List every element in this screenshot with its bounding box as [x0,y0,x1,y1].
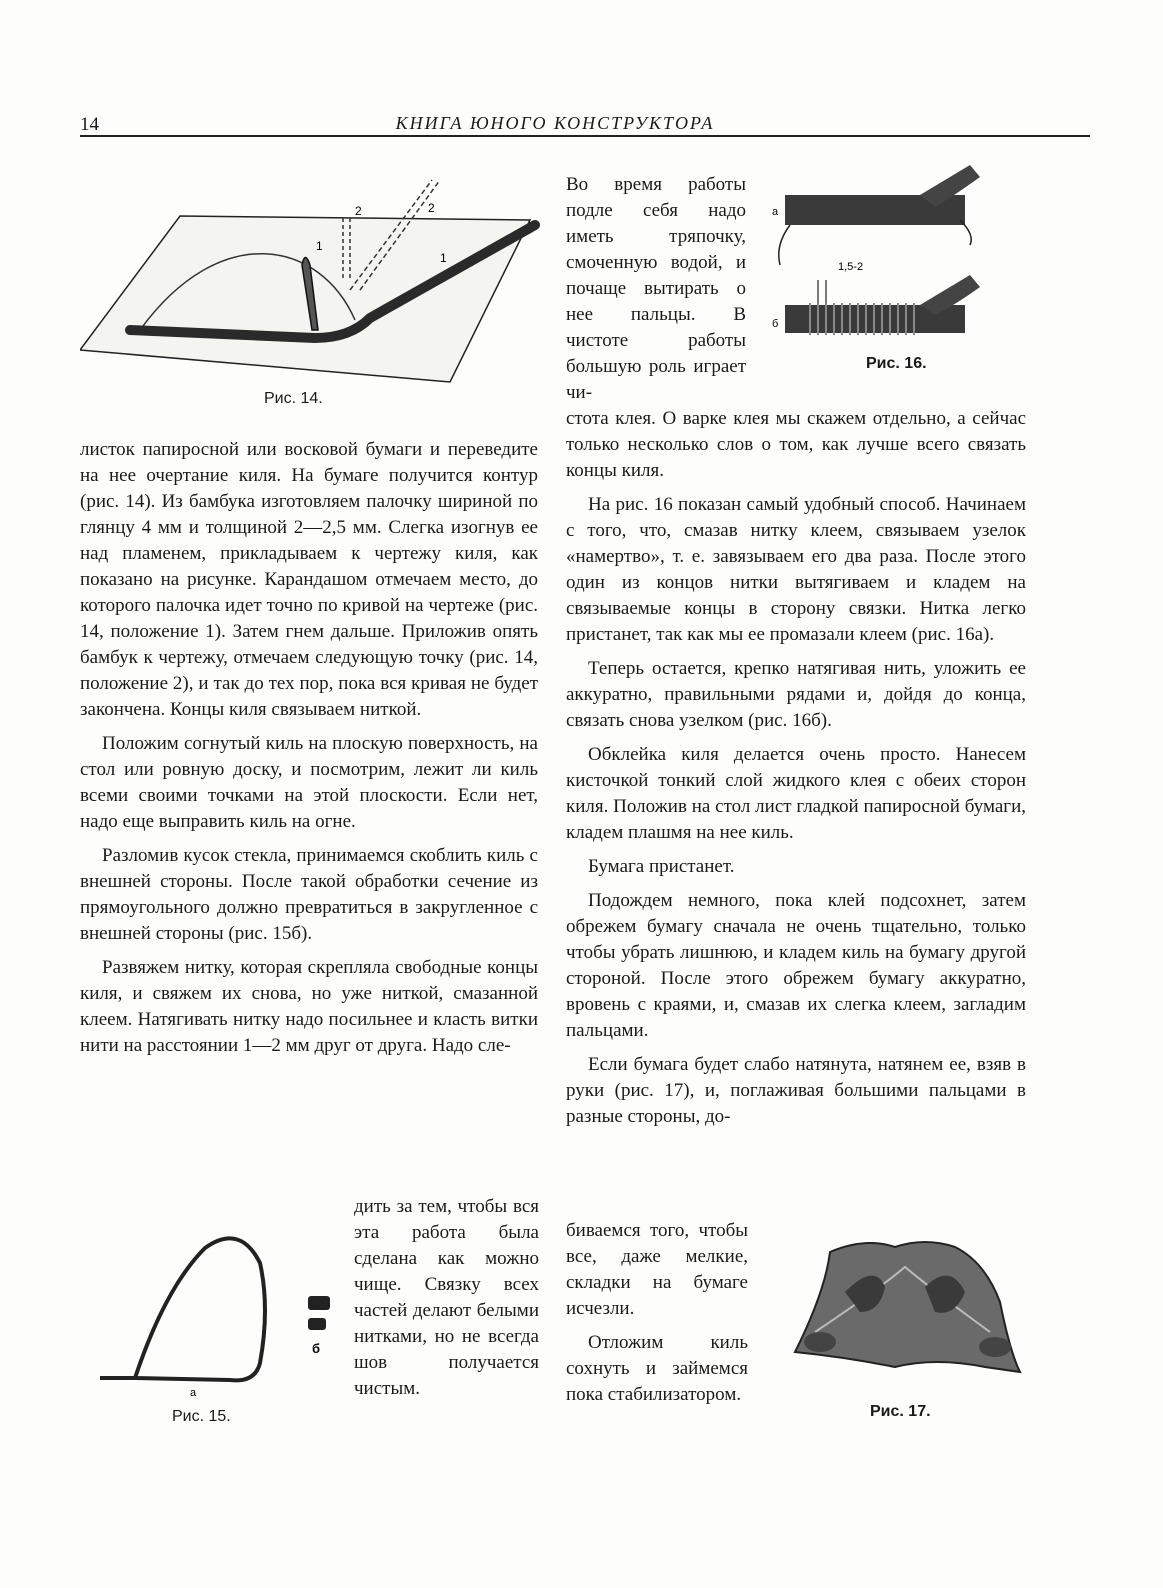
fig14-label-line: 2 [428,201,435,215]
left-paragraph-4: Развяжем нитку, которая скрепляла свободные концы киля, и свяжем их снова, но уже ниткой, смазанной клеем. Натягивать нитку надо посильнее и класть витки нити на расстоянии 1—2 мм друг от друга. Надо сле- [80,957,538,1056]
header-rule [80,135,1090,137]
figure-15-caption: Рис. 15. [172,1408,231,1425]
figure-14 [80,170,540,385]
figure-14-caption: Рис. 14. [264,390,323,407]
fig14-label-pencil: 1 [316,239,323,253]
left-paragraph-3: Разломив кусок стекла, принимаемся скоблить киль с внешней стороны. После такой обработки сечение из прямоугольного должно превратиться в закругленное с внешней стороны (рис. 15б). [80,845,538,944]
fig16-label-a: а [772,206,779,218]
right-paragraph-2: Теперь остается, крепко натягивая нить, уложить ее аккуратно, правильными рядами и, дойдя до конца, связать снова узелком (рис. 16б). [566,658,1026,731]
left-paragraph-1: листок папиросной или восковой бумаги и переведите на нее очертание киля. На бумаге получится контур (рис. 14). Из бамбука изготовляем палочку шириной по глянцу 4 мм и толщиной 2—2,5 мм. Слегка изогнув ее над пламенем, прикладываем к чертежу киля, как показано на рисунке. Карандашом отмечаем место, до которого палочка идет точно по кривой на чертеже (рис. 14, положение 1). Затем гнем дальше. Приложив опять бамбук к чертежу, отмечаем следующую точку (рис. 14, положение 2), и так до тех пор, пока вся кривая не будет закончена. Концы киля связываем ниткой. [80,439,538,720]
right-paragraph-3: Обклейка киля делается очень просто. Нанесем кисточкой тонкий слой жидкого клея с обеих сторон киля. Положив на стол лист гладкой папиросной бумаги, кладем плашмя на нее киль. [566,744,1026,843]
fig15-label-a: а [190,1387,197,1399]
right-paragraph-0-wide: стота клея. О варке клея мы скажем отдельно, а сейчас только несколько слов о том, как лучше всего связать концы киля. [566,408,1026,481]
figure-17 [785,1232,1025,1392]
left-column-continuation [354,1194,539,1410]
running-header: КНИГА ЮНОГО КОНСТРУКТОРА [395,113,715,133]
right-paragraph-1: На рис. 16 показан самый удобный способ. Начинаем с того, что, смазав нитку клеем, связываем узелок «намертво», т. е. завязываем его два раза. После этого один из концов нитки вытягиваем и кладем на связываемые концы в сторону связки. Нитка легко пристанет, так как мы ее промазали клеем (рис. 16а). [566,494,1026,645]
figure-17-caption: Рис. 17. [870,1403,931,1420]
fig15-label-b: б [312,1341,321,1356]
fig14-label-keel: 1 [440,251,447,265]
fig16-label-gap: 1,5-2 [838,261,864,273]
right-paragraph-0-narrow: Во время работы подле себя надо иметь тряпочку, смоченную водой, и почаще вытирать о нее пальцы. В чистоте работы большую роль играет чи- [566,174,746,403]
right-column [566,406,1026,1138]
right-paragraph-6: Если бумага будет слабо натянута, натянем ее, взяв в руки (рис. 17), и, поглаживая большими пальцами в разные стороны, до- [566,1054,1026,1127]
left-paragraph-4-continued: дить за тем, чтобы вся эта работа была сделана как можно чище. Связку всех частей делают белыми нитками, но не всегда шов получается чистым. [354,1196,539,1399]
page-number: 14 [80,114,99,135]
right-column-bottom [566,1218,748,1416]
figure-15 [90,1228,340,1403]
figure-16 [770,165,995,345]
left-column [80,437,538,1067]
fig14-label-mark: 2 [355,204,362,218]
right-paragraph-5: Подождем немного, пока клей подсохнет, затем обрежем бумагу сначала не очень тщательно, только чтобы убрать лишнюю, и кладем киль на бумагу другой стороной. После этого обрежем бумагу аккуратно, вровень с краями, и, смазав их слегка клеем, загладим пальцами. [566,890,1026,1041]
fig16-label-b: б [772,318,779,330]
left-paragraph-2: Положим согнутый киль на плоскую поверхность, на стол или ровную доску, и посмотрим, лежит ли киль всеми своими точками на этой плоскости. Если нет, надо еще выправить киль на огне. [80,733,538,832]
right-paragraph-6-continued: биваемся того, чтобы все, даже мелкие, складки на бумаге исчезли. [566,1220,748,1319]
figure-16-caption: Рис. 16. [866,355,927,372]
right-paragraph-4: Бумага пристанет. [588,856,735,877]
right-paragraph-7: Отложим киль сохнуть и займемся пока стабилизатором. [566,1332,748,1405]
right-column-top [566,172,746,414]
